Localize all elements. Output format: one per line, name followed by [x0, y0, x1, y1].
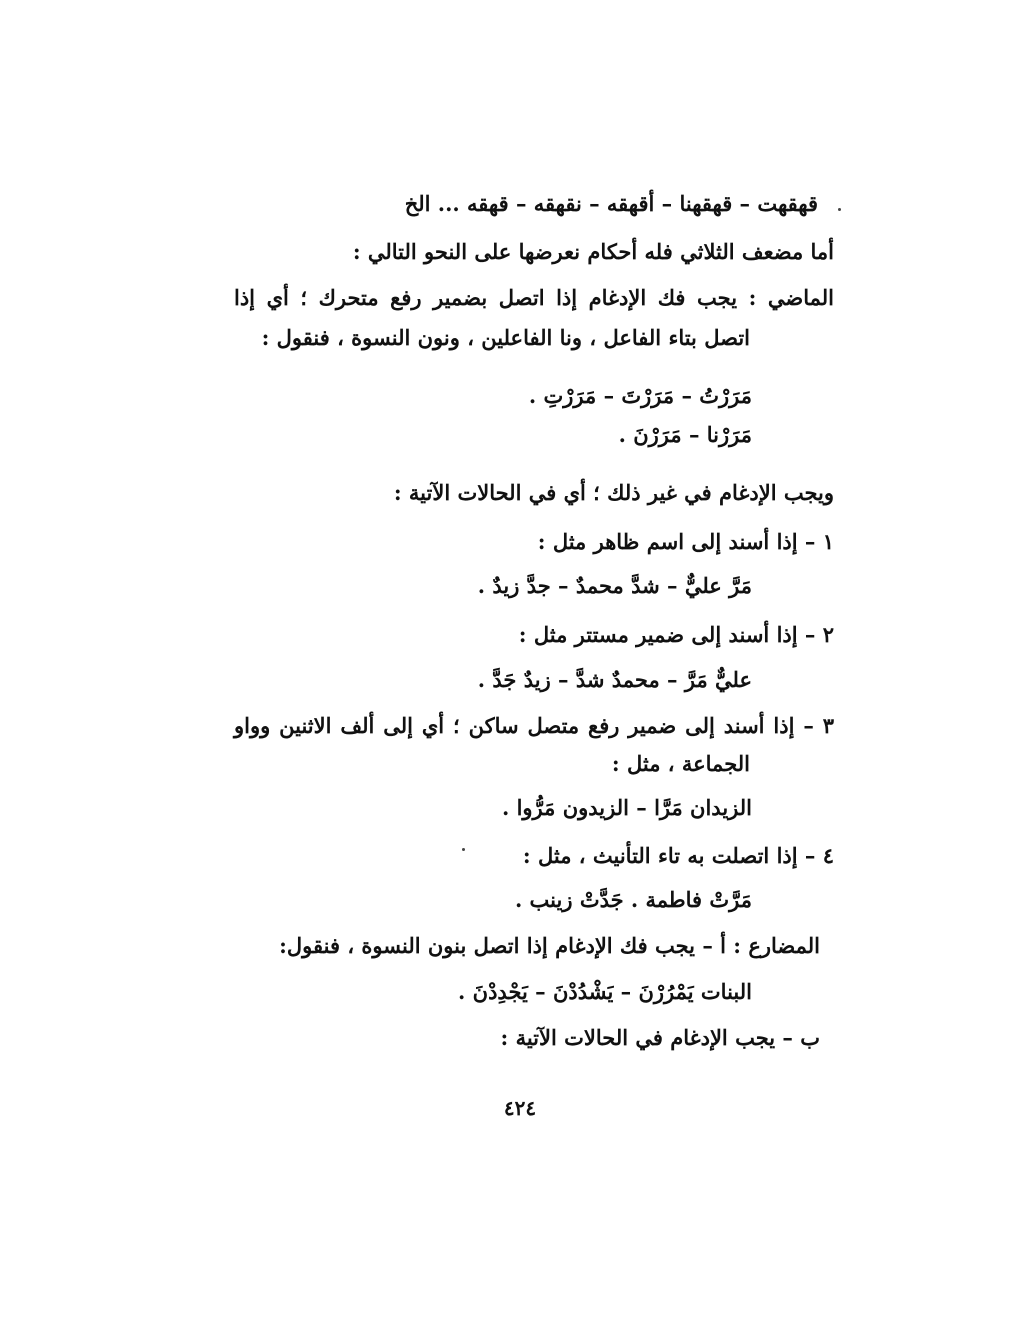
list-item-4: ٤ – إذا اتصلت به تاء التأنيث ، مثل : [522, 843, 834, 868]
text-line-3: الماضي : يجب فك الإدغام إذا اتصل بضمير رفع متحرك ؛ أي إذا [234, 285, 834, 310]
text-line-1: قهقهت – قهقهنا – أقهقه – نقهقه – قهقه ... الخ [404, 191, 818, 216]
example-line-5: الزيدان مَرَّا – الزيدون مَرُّوا . [501, 795, 752, 820]
list-item-3: ٣ – إذا أسند إلى ضمير رفع متصل ساكن ؛ أي إلى ألف الاثنين وواو [234, 713, 834, 738]
text-line-2: أما مضعف الثلاثي فله أحكام نعرضها على النحو التالي : [352, 239, 834, 264]
text-line-7: ب – يجب الإدغام في الحالات الآتية : [500, 1025, 820, 1050]
example-line-7: البنات يَمْرُرْنَ – يَشْدُدْنَ – يَجْدِدْنَ . [458, 979, 752, 1004]
text-line-6: المضارع : أ – يجب فك الإدغام إذا اتصل بنون النسوة ، فنقول: [279, 933, 820, 958]
text-line-4: اتصل بتاء الفاعل ، ونا الفاعلين ، ونون النسوة ، فنقول : [261, 325, 750, 350]
example-line-4: عليٌّ مَرَّ – محمدٌ شدَّ – زيدٌ جَدَّ . [477, 667, 752, 692]
list-item-3-continuation: الجماعة ، مثل : [611, 751, 750, 776]
example-line-6: مَرَّتْ فاطمة . جَدَّتْ زينب . [514, 887, 752, 912]
scan-speck [838, 208, 841, 211]
example-line-1: مَرَرْتُ – مَرَرْتَ – مَرَرْتِ . [528, 383, 752, 408]
example-line-2: مَرَرْنا – مَرَرْنَ . [618, 422, 752, 447]
page-number: ٤٢٤ [503, 1096, 537, 1120]
text-line-5: ويجب الإدغام في غير ذلك ؛ أي في الحالات الآتية : [393, 480, 834, 505]
list-item-2: ٢ – إذا أسند إلى ضمير مستتر مثل : [518, 622, 834, 647]
scan-speck [462, 848, 465, 851]
example-line-3: مَرَّ عليٌّ – شدَّ محمدٌ – جدَّ زيدٌ . [477, 573, 752, 598]
list-item-1: ١ – إذا أسند إلى اسم ظاهر مثل : [537, 529, 834, 554]
